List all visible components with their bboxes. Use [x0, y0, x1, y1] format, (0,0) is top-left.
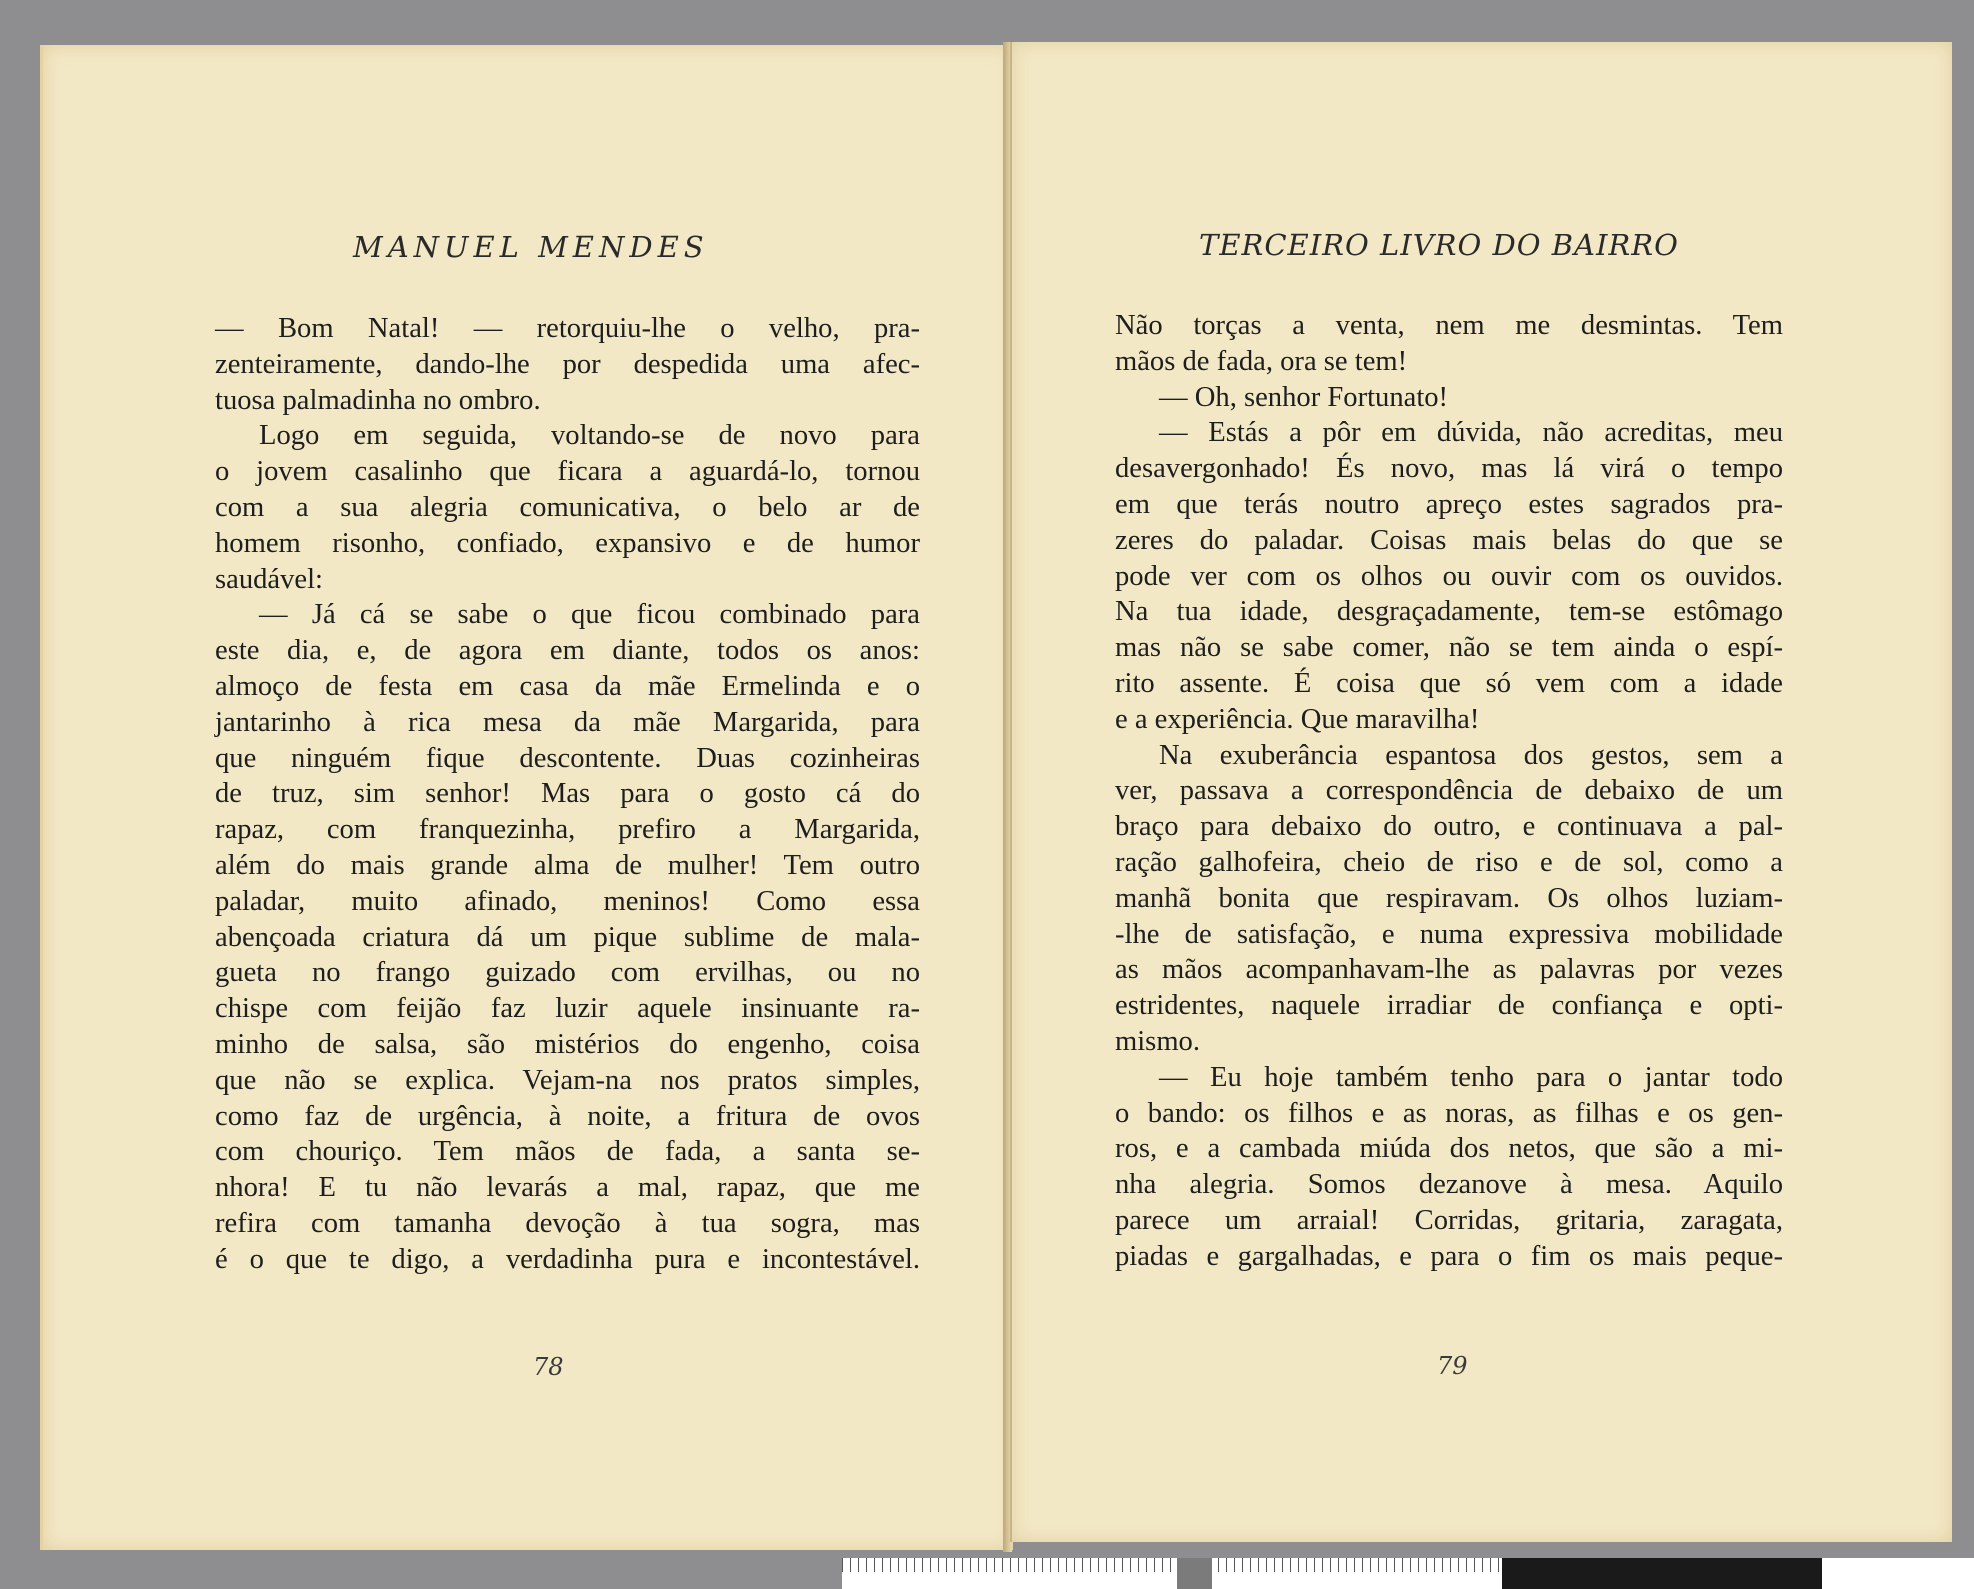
- text-line: abençoada criatura dá um pique sublime de mala-: [215, 921, 920, 953]
- text-line: mas não se sabe comer, não se tem ainda o espí-: [1115, 632, 1783, 664]
- text-line: estridentes, naquele irradiar de confiança e opti-: [1115, 990, 1783, 1022]
- left-page-text: [215, 311, 920, 1278]
- text-line: de truz, sim senhor! Mas para o gosto cá do: [215, 778, 920, 810]
- text-line: o bando: os filhos e as noras, as filhas e os gen-: [1115, 1097, 1783, 1129]
- text-line: Logo em seguida, voltando-se de novo para: [259, 420, 920, 452]
- text-line: que ninguém fique descontente. Duas cozinheiras: [215, 742, 920, 774]
- text-line: este dia, e, de agora em diante, todos os anos:: [215, 635, 920, 667]
- text-line: ração galhofeira, cheio de riso e de sol, como a: [1115, 846, 1783, 878]
- text-line: paladar, muito afinado, meninos! Como essa: [215, 885, 920, 917]
- text-line: jantarinho à rica mesa da mãe Margarida, para: [215, 706, 920, 738]
- text-line: zeres do paladar. Coisas mais belas do que se: [1115, 524, 1783, 556]
- text-line: com chouriço. Tem mãos de fada, a santa se-: [215, 1136, 920, 1168]
- text-line: Não torças a venta, nem me desmintas. Tem: [1115, 310, 1783, 341]
- text-line: zenteiramente, dando-lhe por despedida uma afec-: [215, 348, 920, 380]
- text-line: gueta no frango guizado com ervilhas, ou no: [215, 957, 920, 989]
- text-line: ros, e a cambada miúda dos netos, que são a mi-: [1115, 1133, 1783, 1165]
- text-line: mãos de fada, ora se tem!: [1115, 345, 1408, 377]
- running-head-right: TERCEIRO LIVRO DO BAIRRO: [1199, 228, 1679, 262]
- text-line: além do mais grande alma de mulher! Tem outro: [215, 849, 920, 881]
- text-line: -lhe de satisfação, e numa expressiva mobilidade: [1115, 918, 1783, 950]
- left-page: [40, 45, 1013, 1550]
- text-line: — Já cá se sabe o que ficou combinado para: [259, 599, 920, 631]
- text-line: braço para debaixo do outro, e continuava a pal-: [1115, 811, 1783, 843]
- text-line: mismo.: [1115, 1025, 1200, 1057]
- text-line: como faz de urgência, à noite, a fritura de ovos: [215, 1100, 920, 1132]
- text-line: o jovem casalinho que ficara a aguardá-lo, tornou: [215, 456, 920, 488]
- text-line: — Estás a pôr em dúvida, não acreditas, meu: [1159, 417, 1783, 449]
- text-line: — Oh, senhor Fortunato!: [1159, 381, 1449, 413]
- page-number-left: 78: [533, 1353, 564, 1381]
- text-line: nha alegria. Somos dezanove à mesa. Aquilo: [1115, 1169, 1783, 1201]
- text-line: ver, passava a correspondência de debaixo de um: [1115, 775, 1783, 807]
- text-line: minho de salsa, são mistérios do engenho, coisa: [215, 1028, 920, 1060]
- text-line: refira com tamanha devoção à tua sogra, mas: [215, 1207, 920, 1239]
- right-page-text: [1115, 308, 1783, 1275]
- text-line: parece um arraial! Corridas, gritaria, zaragata,: [1115, 1204, 1783, 1236]
- text-line: manhã bonita que respiravam. Os olhos luziam-: [1115, 882, 1783, 914]
- text-line: as mãos acompanhavam-lhe as palavras por vezes: [1115, 954, 1783, 986]
- text-line: Na exuberância espantosa dos gestos, sem a: [1159, 739, 1783, 771]
- text-line: tuosa palmadinha no ombro.: [215, 384, 541, 416]
- running-head-left: MANUEL MENDES: [353, 230, 709, 264]
- text-line: que não se explica. Vejam-na nos pratos simples,: [215, 1064, 920, 1096]
- ruler-black-patch: [1502, 1558, 1822, 1589]
- right-page: [1010, 42, 1952, 1542]
- scale-ruler: [842, 1558, 1974, 1589]
- text-line: rapaz, com franquezinha, prefiro a Margarida,: [215, 814, 920, 846]
- text-line: chispe com feijão faz luzir aquele insinuante ra-: [215, 993, 920, 1025]
- text-line: é o que te digo, a verdadinha pura e incontestável.: [215, 1243, 920, 1275]
- text-line: Na tua idade, desgraçadamente, tem-se estômago: [1115, 596, 1783, 628]
- page-number-right: 79: [1437, 1352, 1468, 1380]
- text-line: em que terás noutro apreço estes sagrados pra-: [1115, 488, 1783, 520]
- text-line: almoço de festa em casa da mãe Ermelinda e o: [215, 670, 920, 702]
- ruler-gray-patch: [1177, 1558, 1212, 1589]
- text-line: — Bom Natal! — retorquiu-lhe o velho, pra-: [215, 313, 920, 344]
- text-line: com a sua alegria comunicativa, o belo ar de: [215, 491, 920, 523]
- ruler-ticks: [842, 1558, 1502, 1572]
- text-line: e a experiência. Que maravilha!: [1115, 703, 1480, 735]
- text-line: — Eu hoje também tenho para o jantar todo: [1159, 1061, 1783, 1093]
- text-line: rito assente. É coisa que só vem com a idade: [1115, 667, 1783, 699]
- text-line: nhora! E tu não levarás a mal, rapaz, que me: [215, 1172, 920, 1204]
- text-line: desavergonhado! És novo, mas lá virá o tempo: [1115, 453, 1783, 485]
- text-line: homem risonho, confiado, expansivo e de humor: [215, 527, 920, 559]
- text-line: piadas e gargalhadas, e para o fim os mais peque-: [1115, 1240, 1783, 1272]
- text-line: pode ver com os olhos ou ouvir com os ouvidos.: [1115, 560, 1783, 592]
- text-line: saudável:: [215, 563, 323, 595]
